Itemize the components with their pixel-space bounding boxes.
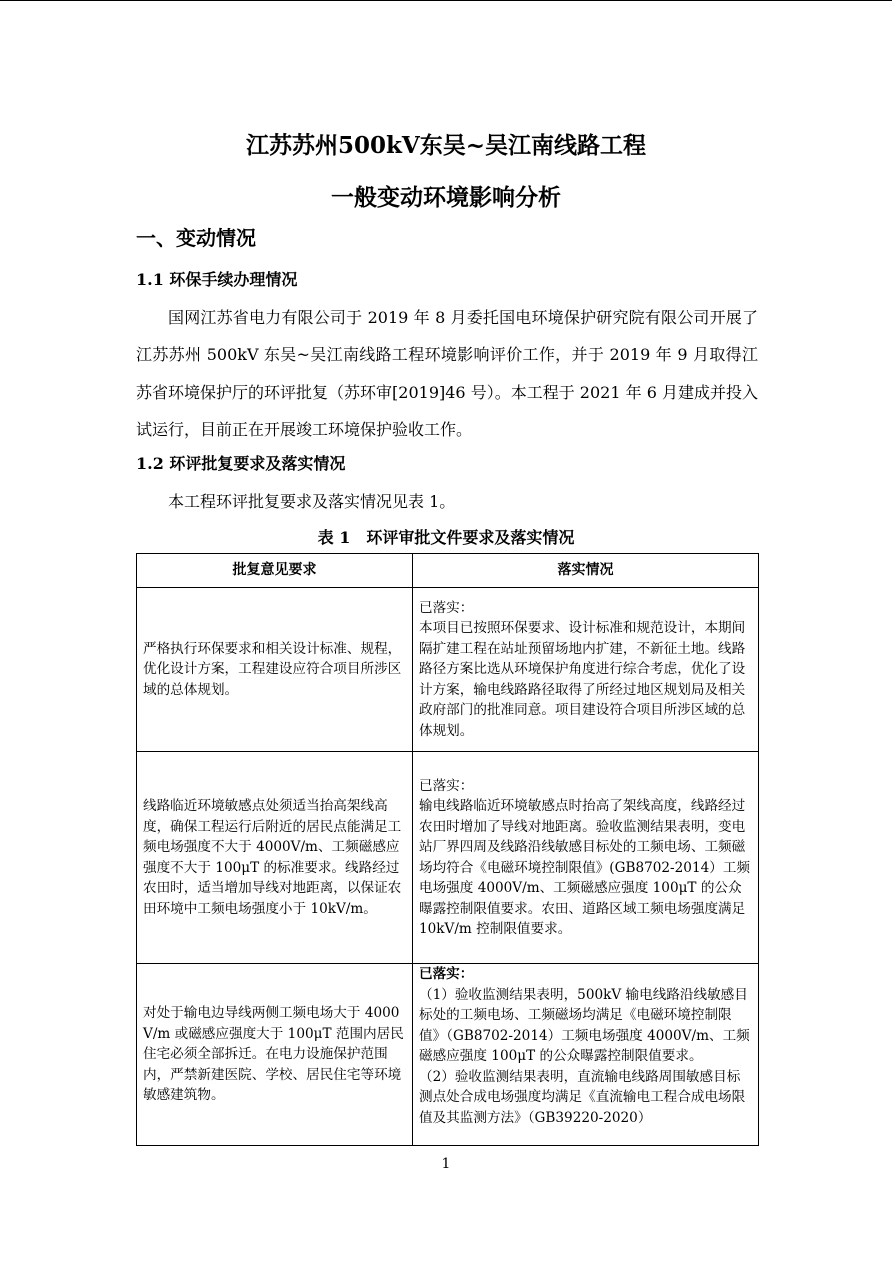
requirement-cell: [137, 588, 413, 752]
subsection-1-2-paragraph: 本工程环评批复要求及落实情况见表 1。: [168, 492, 456, 511]
status-text: 本项目已按照环保要求、设计标准和规范设计，本期间隔扩建工程在站址预留场地内扩建，不新征土地。线路路径方案比选从环境保护角度进行综合考虑，优化了设计方案，输电线路路径取得了所经过地区规划局及相关政府部门的批准同意。项目建设符合项目所涉区域的总体规划。: [419, 620, 746, 739]
document-title-line2: 一般变动环境影响分析: [331, 184, 561, 211]
requirement-text: 严格执行环保要求和相关设计标准、规程，优化设计方案，工程建设应符合项目所涉区域的总体规划。: [143, 640, 402, 698]
requirement-text: 对处于输电边导线两侧工频电场大于 4000V/m 或磁感应强度大于 100μT 范围内居民住宅必须全部拆迁。在电力设施保护范围内，严禁新建医院、学校、居民住宅等环境敏感建筑物。: [143, 1005, 404, 1104]
table-header-requirement: 批复意见要求: [137, 554, 413, 588]
table-caption: 表 1 环评审批文件要求及落实情况: [317, 528, 575, 547]
status-text: （1）验收监测结果表明，500kV 输电线路沿线敏感目标处的工频电场、工频磁场均满足《电磁环境控制限值》（GB8702-2014）工频电场强度 4000V/m、工频磁感应强度 100μT 的公众曝露控制限值要求。: [419, 986, 750, 1064]
document-title-line1: 江苏苏州500kV东吴~吴江南线路工程: [245, 132, 647, 159]
requirement-cell: [137, 752, 413, 964]
table-header-status: 落实情况: [413, 554, 759, 588]
requirements-table: [136, 553, 759, 1146]
subsection-1-2-heading: 1.2 环评批复要求及落实情况: [136, 454, 346, 473]
status-cell: [413, 752, 759, 964]
table-header-row: [137, 554, 759, 588]
requirement-cell: [137, 964, 413, 1146]
status-cell: [413, 588, 759, 752]
status-label: 已落实：: [419, 777, 474, 794]
status-label: 已落实：: [419, 599, 474, 616]
status-label: 已落实：: [419, 966, 474, 982]
table-row: [137, 752, 759, 964]
page-top-border: [0, 0, 892, 1]
requirement-text: 线路临近环境敏感点处须适当抬高架线高度，确保工程运行后附近的居民点能满足工频电场强度不大于 4000V/m、工频磁感应强度不大于 100μT 的标准要求。线路经过农田时，适当增加导线对地距离，以保证农田环境中工频电场强度小于 10kV/m。: [143, 798, 402, 917]
table-row: [137, 964, 759, 1146]
section1-heading: 一、变动情况: [136, 226, 256, 250]
subsection-1-1-paragraph: 国网江苏省电力有限公司于 2019 年 8 月委托国电环境保护研究院有限公司开展了江苏苏州 500kV 东吴~吴江南线路工程环境影响评价工作，并于 2019 年 9 月取得江苏省环境保护厅的环评批复（苏环审[2019]46 号）。本工程于 2021 年 6 月建成并投入试运行，目前正在开展竣工环境保护验收工作。: [136, 308, 758, 439]
status-cell: [413, 964, 759, 1146]
status-text: 输电线路临近环境敏感点时抬高了架线高度，线路经过农田时增加了导线对地距离。验收监测结果表明，变电站厂界四周及线路沿线敏感目标处的工频电场、工频磁场均符合《电磁环境控制限值》(GB8702-2014）工频电场强度 4000V/m、工频磁感应强度 100μT 的公众曝露控制限值要求。农田、道路区域工频电场强度满足 10kV/m 控制限值要求。: [419, 798, 751, 937]
subsection-1-1-heading: 1.1 环保手续办理情况: [136, 270, 298, 289]
table-row: [137, 588, 759, 752]
status-text: （2）验收监测结果表明，直流输电线路周围敏感目标测点处合成电场强度均满足《直流输电工程合成电场限值及其监测方法》（GB39220-2020）: [419, 1068, 746, 1126]
page-number: 1: [441, 1156, 451, 1172]
